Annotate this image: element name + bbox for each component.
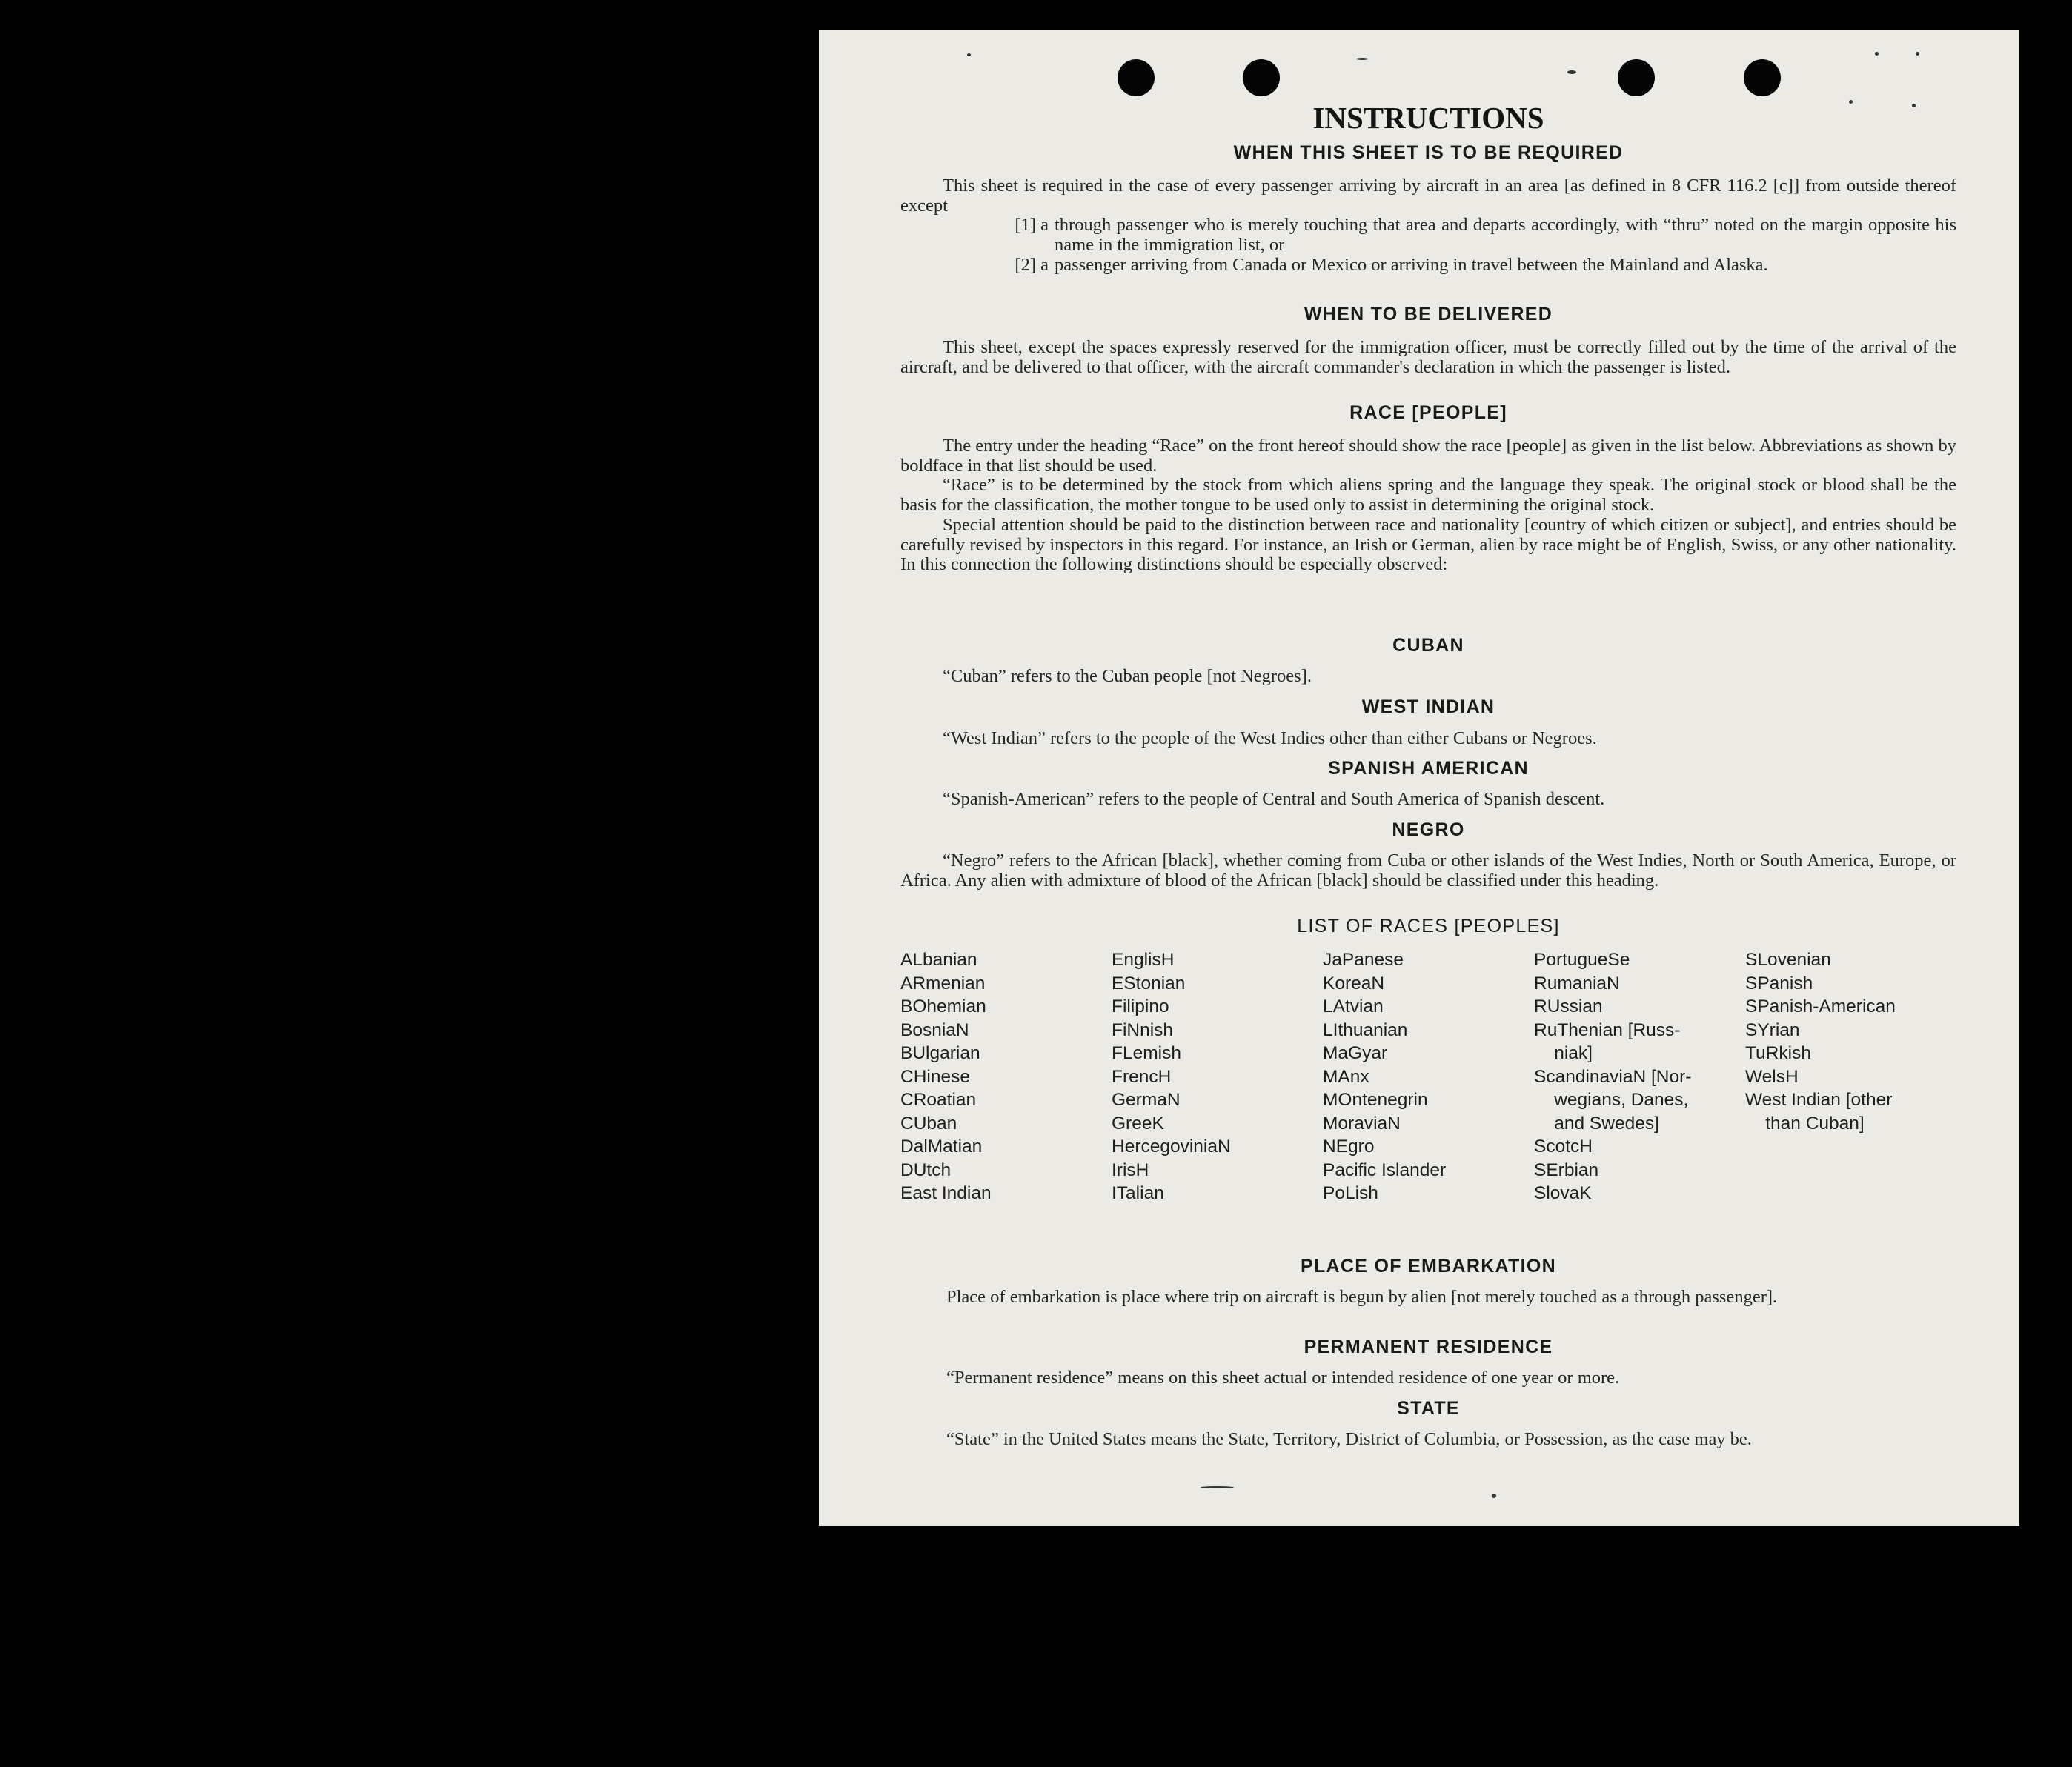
scan-speck <box>1567 70 1576 74</box>
race-entry: CUban <box>900 1113 957 1134</box>
race-paragraph: Special attention should be paid to the distinction between race and nationality [country of which citizen or subject], and entries should be carefully revised by inspectors in this regard. For instance, an Irish or German, alien by race might be of English, Swiss, or any other nationality. In this connection the following distinctions should be especially observed: <box>900 514 1956 575</box>
exception-item <box>900 256 1956 276</box>
races-column-5 <box>1745 948 1956 1205</box>
delivered-paragraph: This sheet, except the spaces expressly reserved for the immigration officer, must be correctly filled out by the time of the arrival of the aircraft, and be delivered to that officer, with the aircraft commander's declaration in which the passenger is listed. <box>900 337 1956 377</box>
race-entry: FrencH <box>1112 1066 1172 1087</box>
scan-speck <box>1356 58 1368 60</box>
heading-delivered: WHEN TO BE DELIVERED <box>1304 304 1553 325</box>
exception-text: passenger arriving from Canada or Mexico or arriving in travel between the Mainland and Alaska. <box>1055 254 1768 275</box>
race-entry: West Indian [other <box>1745 1090 1893 1110</box>
race-entry: RuThenian [Russ- <box>1534 1019 1681 1040</box>
heading-spanish-american: SPANISH AMERICAN <box>1328 758 1529 779</box>
cuban-paragraph: “Cuban” refers to the Cuban people [not Negroes]. <box>943 666 1312 686</box>
race-entry: BUlgarian <box>900 1043 980 1063</box>
required-intro: This sheet is required in the case of every passenger arriving by aircraft in an area [as defined in 8 CFR 116.2 [c]] from outside thereof except <box>900 176 1956 216</box>
race-entry: IrisH <box>1112 1159 1149 1180</box>
race-entry: wegians, Danes, <box>1534 1090 1689 1110</box>
race-entry: East Indian <box>900 1183 992 1203</box>
race-entry: DalMatian <box>900 1137 983 1157</box>
race-entry: CRoatian <box>900 1090 977 1110</box>
race-entry: Pacific Islander <box>1323 1159 1447 1180</box>
race-entry: SlovaK <box>1534 1183 1592 1203</box>
embarkation-text <box>904 1288 1960 1308</box>
exception-number: [1] a <box>1015 215 1049 236</box>
race-entry: MAnx <box>1323 1066 1369 1087</box>
race-entry: SYrian <box>1745 1019 1800 1040</box>
race-entry: RUssian <box>1534 996 1603 1016</box>
race-entry: than Cuban] <box>1745 1113 1865 1134</box>
negro-paragraph: “Negro” refers to the African [black], whether coming from Cuba or other islands of the West Indies, North or South America, Europe, or Africa. Any alien with admixture of blood of the African [black] should be classified under this heading. <box>900 851 1956 891</box>
race-entry: KoreaN <box>1323 973 1385 994</box>
residence-paragraph: “Permanent residence” means on this sheet actual or intended residence of one year or more. <box>946 1368 1620 1388</box>
race-paragraph: “Race” is to be determined by the stock from which aliens spring and the language they speak. The original stock or blood shall be the basis for the classification, the mother tongue to be used only to assist in determining the original stock. <box>900 475 1956 516</box>
punch-hole <box>1618 59 1655 96</box>
scan-speck <box>1492 1494 1496 1498</box>
race-entry: ITalian <box>1112 1183 1164 1203</box>
race-entry: niak] <box>1534 1043 1593 1063</box>
race-entry: FiNnish <box>1112 1019 1174 1040</box>
race-entry: and Swedes] <box>1534 1113 1659 1134</box>
heading-cuban: CUBAN <box>1392 635 1464 656</box>
page-title: INSTRUCTIONS <box>1312 101 1544 135</box>
race-entry: NEgro <box>1323 1137 1375 1157</box>
race-entry: DUtch <box>900 1159 952 1180</box>
race-text <box>900 436 1956 575</box>
race-entry: FLemish <box>1112 1043 1181 1063</box>
negro-text <box>900 851 1956 891</box>
race-entry: MOntenegrin <box>1323 1090 1428 1110</box>
cuban-text <box>900 667 1956 687</box>
state-paragraph: “State” in the United States means the State, Territory, District of Columbia, or Possession, as the case may be. <box>946 1429 1752 1449</box>
residence-text <box>904 1368 1960 1388</box>
punch-hole <box>1118 59 1155 96</box>
race-entry: ALbanian <box>900 950 977 970</box>
race-entry: EnglisH <box>1112 950 1175 970</box>
race-entry: LAtvian <box>1323 996 1384 1016</box>
race-entry: BosniaN <box>900 1019 969 1040</box>
heading-required: WHEN THIS SHEET IS TO BE REQUIRED <box>1233 142 1624 163</box>
west-indian-paragraph: “West Indian” refers to the people of the West Indies other than either Cubans or Negroes. <box>943 728 1597 748</box>
heading-race: RACE [PEOPLE] <box>1349 402 1507 423</box>
race-entry: HercegoviniaN <box>1112 1137 1231 1157</box>
race-entry: JaPanese <box>1323 950 1404 970</box>
race-entry: SLovenian <box>1745 950 1831 970</box>
heading-west-indian: WEST INDIAN <box>1361 696 1495 717</box>
race-entry: ARmenian <box>900 973 986 994</box>
heading-list-of-races: LIST OF RACES [PEOPLES] <box>1297 916 1560 936</box>
race-entry: WelsH <box>1745 1066 1799 1087</box>
heading-residence: PERMANENT RESIDENCE <box>1304 1337 1553 1357</box>
embarkation-paragraph: Place of embarkation is place where trip on aircraft is begun by alien [not merely touched as a through passenger]. <box>946 1287 1778 1307</box>
scan-speck <box>967 53 971 56</box>
race-entry: SPanish-American <box>1745 996 1896 1016</box>
race-entry: PortugueSe <box>1534 950 1630 970</box>
race-entry: GermaN <box>1112 1090 1181 1110</box>
race-entry: PoLish <box>1323 1183 1378 1203</box>
state-text <box>904 1430 1960 1450</box>
race-entry: Filipino <box>1112 996 1169 1016</box>
heading-negro: NEGRO <box>1392 819 1465 840</box>
race-entry: EStonian <box>1112 973 1186 994</box>
west-indian-text <box>900 729 1956 749</box>
race-entry: GreeK <box>1112 1113 1164 1134</box>
punch-hole <box>1744 59 1781 96</box>
race-entry: ScotcH <box>1534 1137 1593 1157</box>
scan-speck <box>1201 1486 1234 1488</box>
race-entry: MoraviaN <box>1323 1113 1401 1134</box>
race-entry: CHinese <box>900 1066 970 1087</box>
race-entry: RumaniaN <box>1534 973 1620 994</box>
race-entry: TuRkish <box>1745 1043 1811 1063</box>
punch-hole <box>1243 59 1280 96</box>
race-entry: BOhemian <box>900 996 986 1016</box>
scan-speck <box>1912 104 1916 107</box>
exception-text: through passenger who is merely touching that area and departs accordingly, with “thru” noted on the margin opposite his name in the immigration list, or <box>1055 215 1956 256</box>
race-entry: SErbian <box>1534 1159 1599 1180</box>
race-paragraph: The entry under the heading “Race” on the front hereof should show the race [people] as given in the list below. Abbreviations as shown by boldface in that list should be used. <box>900 436 1956 476</box>
races-column-2 <box>1112 948 1323 1205</box>
heading-embarkation: PLACE OF EMBARKATION <box>1301 1256 1556 1277</box>
scan-speck <box>1849 100 1853 104</box>
document-sheet <box>819 30 2019 1526</box>
exception-number: [2] a <box>1015 254 1049 275</box>
races-column-4 <box>1534 948 1745 1205</box>
race-entry: SPanish <box>1745 973 1813 994</box>
scan-speck <box>1916 52 1919 56</box>
spanish-american-paragraph: “Spanish-American” refers to the people of Central and South America of Spanish descent. <box>943 789 1605 809</box>
race-entry: MaGyar <box>1323 1043 1388 1063</box>
spanish-american-text <box>900 790 1956 810</box>
races-list <box>900 948 1956 1205</box>
race-entry: LIthuanian <box>1323 1019 1408 1040</box>
delivered-text <box>900 338 1956 377</box>
race-entry: ScandinaviaN [Nor- <box>1534 1066 1692 1087</box>
heading-state: STATE <box>1397 1398 1460 1419</box>
required-text <box>900 176 1956 276</box>
exception-item <box>900 216 1956 255</box>
races-column-3 <box>1323 948 1534 1205</box>
races-column-1 <box>900 948 1112 1205</box>
scan-speck <box>1875 52 1879 56</box>
